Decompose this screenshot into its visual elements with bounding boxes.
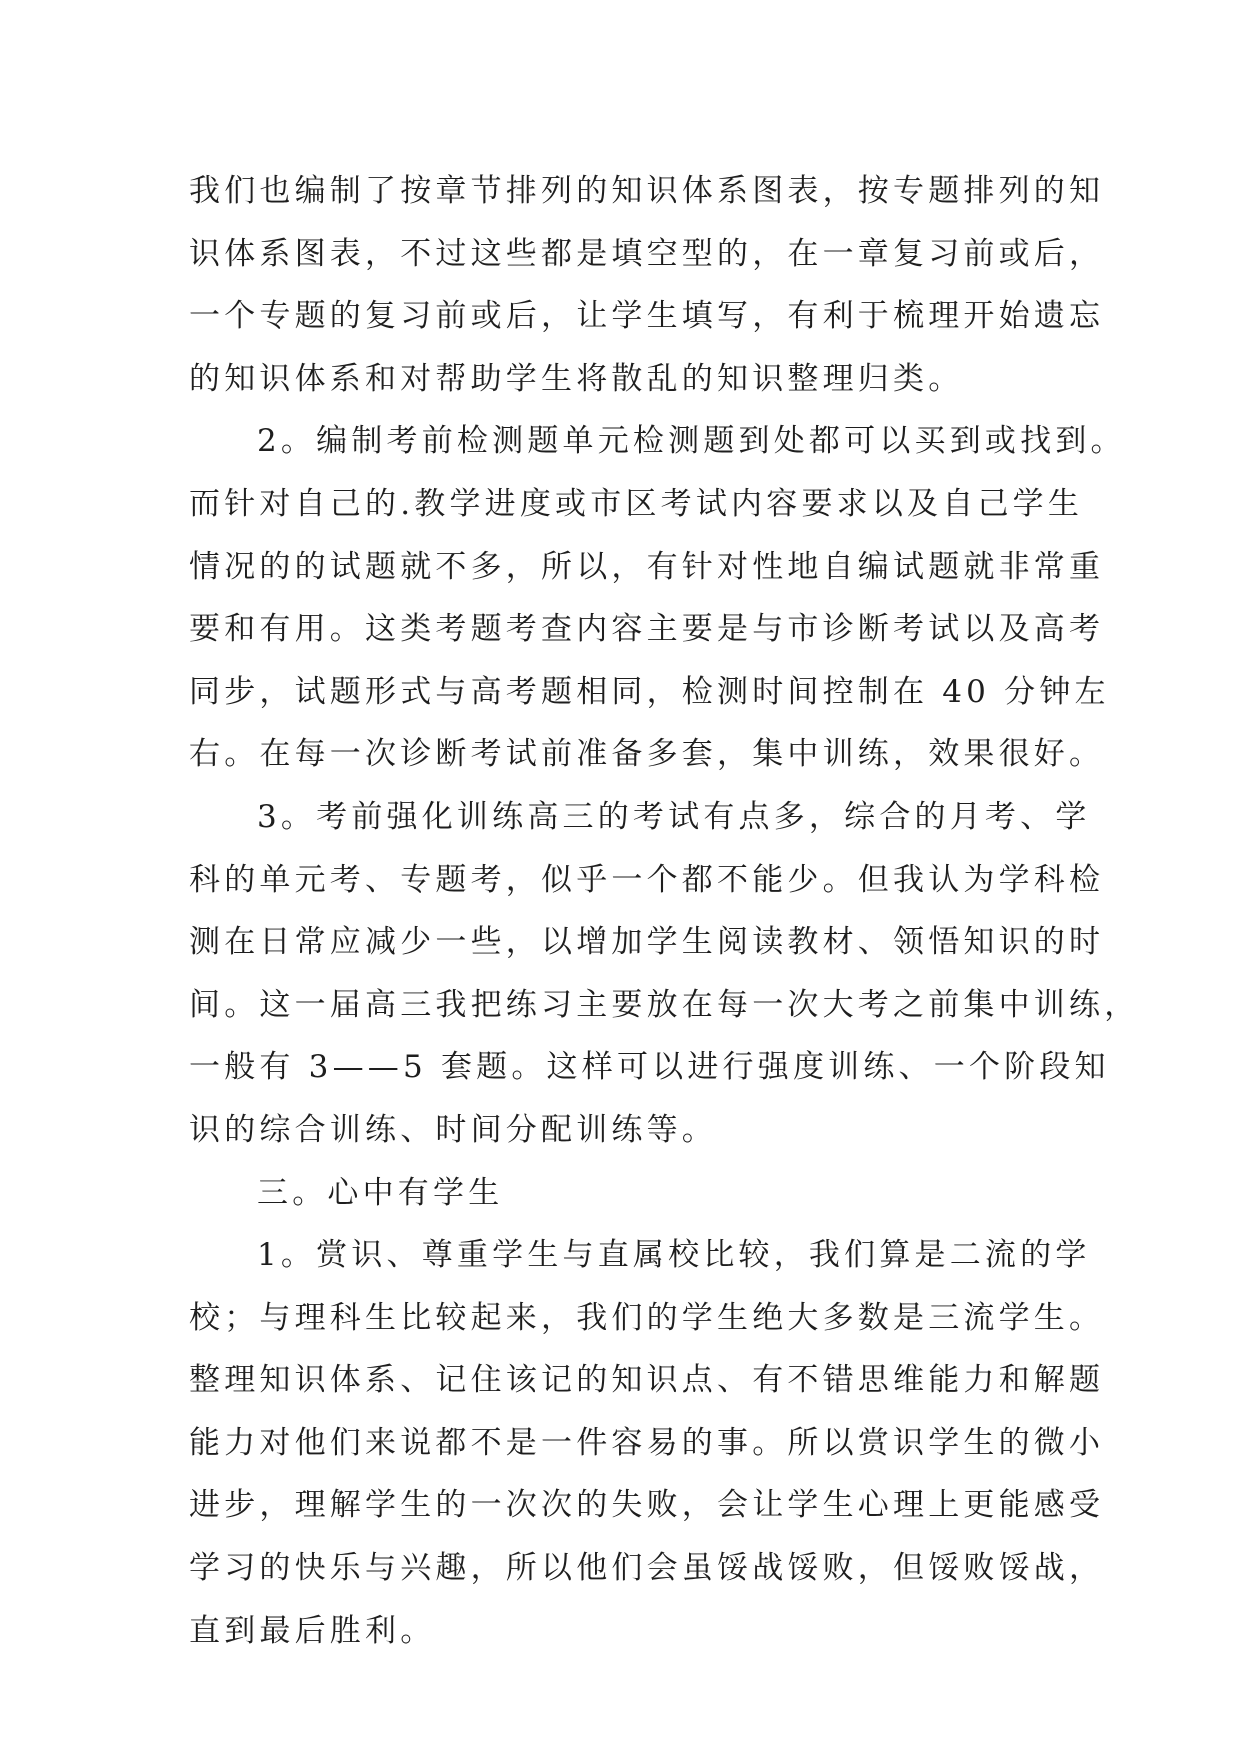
text-line: 科的单元考、专题考，似乎一个都不能少。但我认为学科检 bbox=[189, 861, 1105, 898]
text-line: 我们也编制了按章节排列的知识体系图表，按专题排列的知 bbox=[189, 173, 1105, 209]
text-line: 直到最后胜利。 bbox=[189, 1612, 436, 1649]
paragraph-start-line: 3。考前强化训练高三的考试有点多，综合的月考、学 bbox=[257, 798, 1091, 835]
text-line: 的知识体系和对帮助学生将散乱的知识整理归类。 bbox=[189, 360, 964, 397]
text-line: 识的综合训练、时间分配训练等。 bbox=[189, 1111, 717, 1148]
text-line: 校；与理科生比较起来，我们的学生绝大多数是三流学生。 bbox=[189, 1299, 1105, 1336]
body-text bbox=[189, 160, 1140, 1662]
text-line: 整理知识体系、记住该记的知识点、有不错思维能力和解题 bbox=[189, 1362, 1105, 1399]
text-line: 学习的快乐与兴趣，所以他们会虽馁战馁败，但馁败馁战， bbox=[189, 1550, 1105, 1587]
text-line: 识体系图表，不过这些都是填空型的，在一章复习前或后， bbox=[189, 235, 1105, 272]
text-line: 测在日常应减少一些，以增加学生阅读教材、领悟知识的时 bbox=[189, 924, 1105, 961]
text-line: 一般有 3——5 套题。这样可以进行强度训练、一个阶段知 bbox=[189, 1049, 1110, 1086]
paragraph-start-line: 1。赏识、尊重学生与直属校比较，我们算是二流的学 bbox=[257, 1237, 1091, 1274]
paragraph-start-line: 2。编制考前检测题单元检测题到处都可以买到或找到。 bbox=[257, 423, 1126, 460]
text-line: 同步，试题形式与高考题相同，检测时间控制在 40 分钟左 bbox=[189, 673, 1110, 710]
text-line: 而针对自己的.教学进度或市区考试内容要求以及自己学生 bbox=[189, 485, 1084, 522]
text-line: 要和有用。这类考题考查内容主要是与市诊断考试以及高考 bbox=[189, 611, 1105, 648]
text-line: 右。在每一次诊断考试前准备多套，集中训练，效果很好。 bbox=[189, 736, 1105, 773]
text-line: 进步，理解学生的一次次的失败，会让学生心理上更能感受 bbox=[189, 1487, 1105, 1524]
text-line: 情况的的试题就不多，所以，有针对性地自编试题就非常重 bbox=[189, 548, 1105, 585]
text-line: 一个专题的复习前或后，让学生填写，有利于梳理开始遗忘 bbox=[189, 298, 1105, 335]
section-heading: 三。心中有学生 bbox=[257, 1174, 504, 1211]
text-line: 能力对他们来说都不是一件容易的事。所以赏识学生的微小 bbox=[189, 1424, 1105, 1461]
text-line: 间。这一届高三我把练习主要放在每一次大考之前集中训练， bbox=[189, 986, 1140, 1023]
